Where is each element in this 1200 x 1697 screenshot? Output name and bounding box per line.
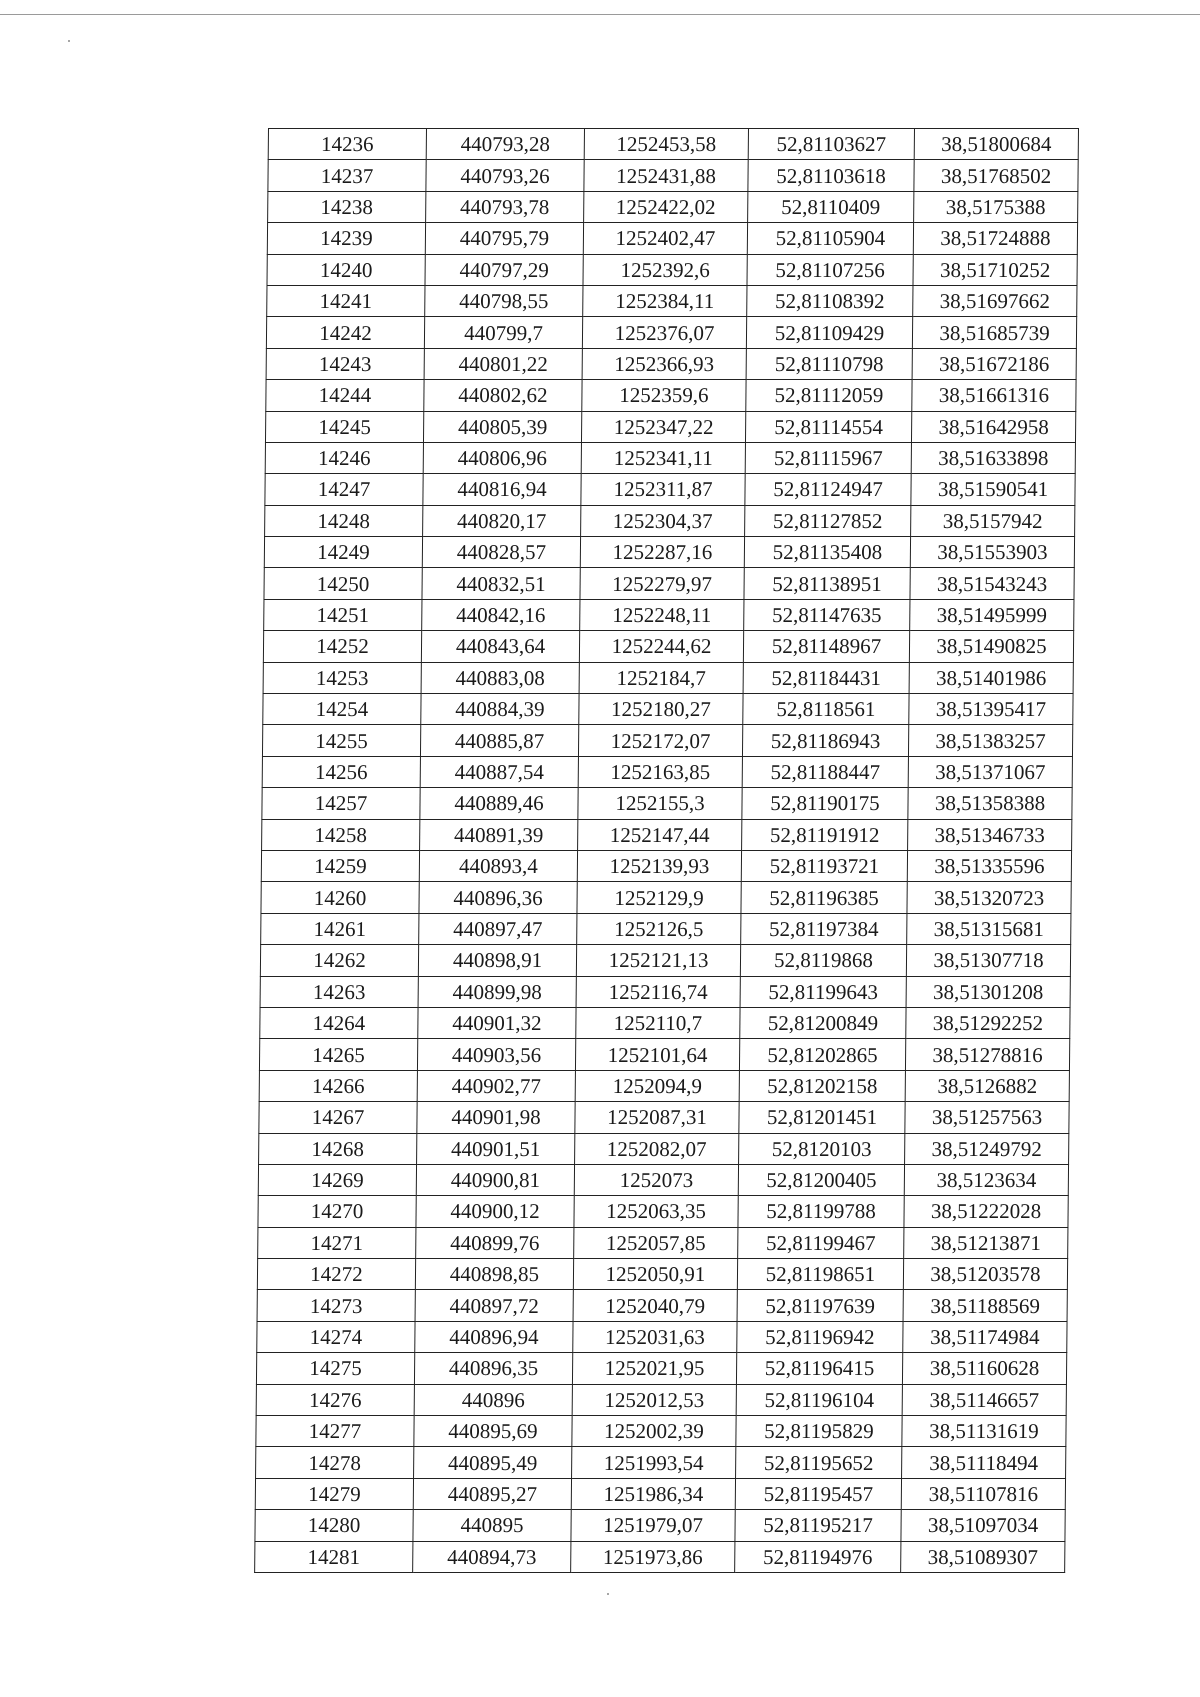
point-number-cell: 14266 [259, 1070, 417, 1101]
table-row [268, 129, 1078, 160]
point-number-cell: 14247 [265, 474, 423, 505]
x-coordinate-cell: 440887,54 [420, 756, 578, 787]
y-coordinate-cell: 1252359,6 [582, 380, 746, 411]
longitude-cell: 38,51315681 [907, 913, 1071, 944]
table-row [257, 1321, 1067, 1352]
table-row [263, 662, 1073, 693]
latitude-cell: 52,81193721 [741, 850, 907, 881]
y-coordinate-cell: 1252366,93 [582, 348, 746, 379]
x-coordinate-cell: 440795,79 [425, 223, 583, 254]
longitude-cell: 38,51174984 [903, 1321, 1067, 1352]
point-number-cell: 14255 [262, 725, 420, 756]
latitude-cell: 52,81147635 [744, 599, 910, 630]
longitude-cell: 38,51203578 [903, 1259, 1067, 1290]
longitude-cell: 38,51590541 [911, 474, 1075, 505]
point-number-cell: 14251 [264, 599, 422, 630]
longitude-cell: 38,51160628 [902, 1353, 1066, 1384]
point-number-cell: 14243 [266, 348, 424, 379]
point-number-cell: 14258 [262, 819, 420, 850]
point-number-cell: 14236 [268, 129, 426, 160]
y-coordinate-cell: 1252431,88 [584, 160, 748, 191]
x-coordinate-cell: 440802,62 [424, 380, 582, 411]
y-coordinate-cell: 1252304,37 [581, 505, 745, 536]
x-coordinate-cell: 440895,27 [413, 1478, 571, 1509]
table-row [255, 1510, 1065, 1541]
longitude-cell: 38,51768502 [914, 160, 1078, 191]
y-coordinate-cell: 1252279,97 [580, 568, 744, 599]
latitude-cell: 52,81197384 [741, 913, 907, 944]
table-row [256, 1416, 1066, 1447]
x-coordinate-cell: 440900,81 [416, 1164, 574, 1195]
x-coordinate-cell: 440883,08 [421, 662, 579, 693]
longitude-cell: 38,51543243 [910, 568, 1074, 599]
latitude-cell: 52,81196385 [741, 882, 907, 913]
longitude-cell: 38,51107816 [901, 1478, 1065, 1509]
point-number-cell: 14240 [267, 254, 425, 285]
point-number-cell: 14264 [260, 1007, 418, 1038]
longitude-cell: 38,51495999 [910, 599, 1074, 630]
table-row [262, 725, 1072, 756]
table-row [255, 1478, 1065, 1509]
latitude-cell: 52,81109429 [746, 317, 912, 348]
x-coordinate-cell: 440898,85 [415, 1259, 573, 1290]
y-coordinate-cell: 1252376,07 [582, 317, 746, 348]
coordinate-table [254, 128, 1079, 1573]
longitude-cell: 38,51131619 [902, 1416, 1066, 1447]
point-number-cell: 14246 [265, 442, 423, 473]
y-coordinate-cell: 1252422,02 [584, 191, 748, 222]
longitude-cell: 38,51213871 [904, 1227, 1068, 1258]
latitude-cell: 52,81112059 [746, 380, 912, 411]
longitude-cell: 38,51724888 [913, 223, 1077, 254]
y-coordinate-cell: 1251979,07 [571, 1510, 735, 1541]
longitude-cell: 38,51490825 [909, 631, 1073, 662]
scan-speck [68, 40, 70, 42]
longitude-cell: 38,51278816 [905, 1039, 1069, 1070]
longitude-cell: 38,51089307 [901, 1541, 1065, 1572]
y-coordinate-cell: 1252180,27 [579, 694, 743, 725]
table-row [264, 599, 1074, 630]
y-coordinate-cell: 1252155,3 [578, 788, 742, 819]
table-row [259, 1133, 1069, 1164]
x-coordinate-cell: 440896,36 [419, 882, 577, 913]
x-coordinate-cell: 440806,96 [423, 442, 581, 473]
point-number-cell: 14238 [268, 191, 426, 222]
y-coordinate-cell: 1252172,07 [578, 725, 742, 756]
latitude-cell: 52,81127852 [745, 505, 911, 536]
point-number-cell: 14259 [261, 850, 419, 881]
longitude-cell: 38,51346733 [908, 819, 1072, 850]
y-coordinate-cell: 1252101,64 [575, 1039, 739, 1070]
y-coordinate-cell: 1252147,44 [578, 819, 742, 850]
y-coordinate-cell: 1252021,95 [572, 1353, 736, 1384]
longitude-cell: 38,51301208 [906, 976, 1070, 1007]
longitude-cell: 38,51146657 [902, 1384, 1066, 1415]
longitude-cell: 38,51358388 [908, 788, 1072, 819]
longitude-cell: 38,51661316 [912, 380, 1076, 411]
x-coordinate-cell: 440891,39 [420, 819, 578, 850]
latitude-cell: 52,8118561 [743, 694, 909, 725]
y-coordinate-cell: 1252040,79 [573, 1290, 737, 1321]
point-number-cell: 14280 [255, 1510, 413, 1541]
scan-top-edge-line [0, 14, 1200, 15]
point-number-cell: 14242 [266, 317, 424, 348]
latitude-cell: 52,81184431 [743, 662, 909, 693]
latitude-cell: 52,81115967 [745, 442, 911, 473]
y-coordinate-cell: 1252050,91 [573, 1259, 737, 1290]
table-row [255, 1541, 1065, 1572]
latitude-cell: 52,81135408 [744, 537, 910, 568]
longitude-cell: 38,5126882 [905, 1070, 1069, 1101]
table-row [267, 285, 1077, 316]
longitude-cell: 38,5123634 [904, 1164, 1068, 1195]
table-row [267, 254, 1077, 285]
y-coordinate-cell: 1252073 [574, 1164, 738, 1195]
y-coordinate-cell: 1252002,39 [572, 1416, 736, 1447]
table-row [260, 1007, 1070, 1038]
scan-speck [607, 1593, 609, 1595]
table-row [261, 913, 1071, 944]
latitude-cell: 52,81108392 [747, 285, 913, 316]
latitude-cell: 52,81199788 [738, 1196, 904, 1227]
y-coordinate-cell: 1252392,6 [583, 254, 747, 285]
longitude-cell: 38,51097034 [901, 1510, 1065, 1541]
x-coordinate-cell: 440901,32 [418, 1007, 576, 1038]
latitude-cell: 52,81199467 [738, 1227, 904, 1258]
latitude-cell: 52,81138951 [744, 568, 910, 599]
table-row [263, 631, 1073, 662]
longitude-cell: 38,51118494 [902, 1447, 1066, 1478]
point-number-cell: 14268 [259, 1133, 417, 1164]
x-coordinate-cell: 440895 [413, 1510, 571, 1541]
longitude-cell: 38,51320723 [907, 882, 1071, 913]
latitude-cell: 52,81201451 [739, 1102, 905, 1133]
point-number-cell: 14271 [258, 1227, 416, 1258]
coordinate-table-sheet [254, 128, 1078, 1573]
table-row [261, 850, 1071, 881]
table-row [257, 1290, 1067, 1321]
y-coordinate-cell: 1252184,7 [579, 662, 743, 693]
table-row [259, 1102, 1069, 1133]
x-coordinate-cell: 440897,72 [415, 1290, 573, 1321]
table-row [265, 442, 1075, 473]
point-number-cell: 14262 [260, 945, 418, 976]
latitude-cell: 52,8119868 [740, 945, 906, 976]
point-number-cell: 14241 [267, 285, 425, 316]
longitude-cell: 38,51371067 [908, 756, 1072, 787]
x-coordinate-cell: 440820,17 [423, 505, 581, 536]
longitude-cell: 38,51335596 [907, 850, 1071, 881]
x-coordinate-cell: 440889,46 [420, 788, 578, 819]
point-number-cell: 14260 [261, 882, 419, 913]
latitude-cell: 52,81105904 [747, 223, 913, 254]
longitude-cell: 38,51401986 [909, 662, 1073, 693]
table-row [266, 348, 1076, 379]
longitude-cell: 38,51307718 [906, 945, 1070, 976]
x-coordinate-cell: 440793,26 [426, 160, 584, 191]
x-coordinate-cell: 440897,47 [419, 913, 577, 944]
y-coordinate-cell: 1252063,35 [574, 1196, 738, 1227]
latitude-cell: 52,81195217 [735, 1510, 901, 1541]
latitude-cell: 52,81195829 [736, 1416, 902, 1447]
y-coordinate-cell: 1252341,11 [581, 442, 745, 473]
x-coordinate-cell: 440885,87 [420, 725, 578, 756]
x-coordinate-cell: 440793,78 [426, 191, 584, 222]
longitude-cell: 38,51553903 [910, 537, 1074, 568]
longitude-cell: 38,51249792 [905, 1133, 1069, 1164]
latitude-cell: 52,81103618 [748, 160, 914, 191]
longitude-cell: 38,51383257 [908, 725, 1072, 756]
y-coordinate-cell: 1252129,9 [577, 882, 741, 913]
table-row [259, 1039, 1069, 1070]
point-number-cell: 14249 [264, 537, 422, 568]
latitude-cell: 52,8120103 [739, 1133, 905, 1164]
y-coordinate-cell: 1252126,5 [577, 913, 741, 944]
longitude-cell: 38,51672186 [912, 348, 1076, 379]
y-coordinate-cell: 1252031,63 [573, 1321, 737, 1352]
point-number-cell: 14263 [260, 976, 418, 1007]
table-row [257, 1259, 1067, 1290]
x-coordinate-cell: 440805,39 [423, 411, 581, 442]
y-coordinate-cell: 1252287,16 [580, 537, 744, 568]
latitude-cell: 52,81200849 [740, 1007, 906, 1038]
point-number-cell: 14244 [266, 380, 424, 411]
table-row [267, 223, 1077, 254]
table-row [265, 505, 1075, 536]
table-row [260, 945, 1070, 976]
point-number-cell: 14275 [256, 1353, 414, 1384]
longitude-cell: 38,51800684 [914, 129, 1078, 160]
point-number-cell: 14248 [265, 505, 423, 536]
longitude-cell: 38,51395417 [909, 694, 1073, 725]
latitude-cell: 52,81199643 [740, 976, 906, 1007]
point-number-cell: 14257 [262, 788, 420, 819]
table-row [256, 1384, 1066, 1415]
table-row [262, 756, 1072, 787]
table-row [266, 317, 1076, 348]
y-coordinate-cell: 1252087,31 [575, 1102, 739, 1133]
point-number-cell: 14253 [263, 662, 421, 693]
y-coordinate-cell: 1252244,62 [579, 631, 743, 662]
latitude-cell: 52,81196104 [736, 1384, 902, 1415]
y-coordinate-cell: 1252121,13 [576, 945, 740, 976]
latitude-cell: 52,81194976 [735, 1541, 901, 1572]
x-coordinate-cell: 440896 [414, 1384, 572, 1415]
x-coordinate-cell: 440901,51 [417, 1133, 575, 1164]
y-coordinate-cell: 1252311,87 [581, 474, 745, 505]
table-row [260, 976, 1070, 1007]
point-number-cell: 14252 [263, 631, 421, 662]
y-coordinate-cell: 1252248,11 [580, 599, 744, 630]
x-coordinate-cell: 440893,4 [419, 850, 577, 881]
x-coordinate-cell: 440793,28 [426, 129, 584, 160]
point-number-cell: 14274 [257, 1321, 415, 1352]
y-coordinate-cell: 1252347,22 [581, 411, 745, 442]
table-row [256, 1447, 1066, 1478]
y-coordinate-cell: 1252384,11 [583, 285, 747, 316]
x-coordinate-cell: 440799,7 [424, 317, 582, 348]
table-row [258, 1196, 1068, 1227]
point-number-cell: 14254 [263, 694, 421, 725]
latitude-cell: 52,81110798 [746, 348, 912, 379]
table-row [264, 568, 1074, 599]
x-coordinate-cell: 440901,98 [417, 1102, 575, 1133]
table-row [261, 882, 1071, 913]
table-row [263, 694, 1073, 725]
table-row [258, 1227, 1068, 1258]
table-row [265, 411, 1075, 442]
point-number-cell: 14273 [257, 1290, 415, 1321]
longitude-cell: 38,51188569 [903, 1290, 1067, 1321]
point-number-cell: 14261 [261, 913, 419, 944]
x-coordinate-cell: 440903,56 [417, 1039, 575, 1070]
point-number-cell: 14237 [268, 160, 426, 191]
latitude-cell: 52,81198651 [737, 1259, 903, 1290]
x-coordinate-cell: 440895,69 [414, 1416, 572, 1447]
y-coordinate-cell: 1252453,58 [584, 129, 748, 160]
latitude-cell: 52,81196415 [736, 1353, 902, 1384]
latitude-cell: 52,81186943 [742, 725, 908, 756]
latitude-cell: 52,81202158 [739, 1070, 905, 1101]
table-row [265, 474, 1075, 505]
latitude-cell: 52,81202865 [739, 1039, 905, 1070]
y-coordinate-cell: 1252094,9 [575, 1070, 739, 1101]
longitude-cell: 38,51633898 [911, 442, 1075, 473]
longitude-cell: 38,51257563 [905, 1102, 1069, 1133]
y-coordinate-cell: 1252163,85 [578, 756, 742, 787]
table-row [264, 537, 1074, 568]
x-coordinate-cell: 440832,51 [422, 568, 580, 599]
longitude-cell: 38,5175388 [914, 191, 1078, 222]
y-coordinate-cell: 1251986,34 [571, 1478, 735, 1509]
longitude-cell: 38,51222028 [904, 1196, 1068, 1227]
table-row [262, 819, 1072, 850]
longitude-cell: 38,51697662 [913, 285, 1077, 316]
point-number-cell: 14256 [262, 756, 420, 787]
latitude-cell: 52,81195457 [735, 1478, 901, 1509]
latitude-cell: 52,81197639 [737, 1290, 903, 1321]
latitude-cell: 52,81103627 [748, 129, 914, 160]
point-number-cell: 14270 [258, 1196, 416, 1227]
x-coordinate-cell: 440898,91 [418, 945, 576, 976]
latitude-cell: 52,81107256 [747, 254, 913, 285]
latitude-cell: 52,81188447 [742, 756, 908, 787]
longitude-cell: 38,51292252 [906, 1007, 1070, 1038]
y-coordinate-cell: 1252116,74 [576, 976, 740, 1007]
latitude-cell: 52,81148967 [743, 631, 909, 662]
x-coordinate-cell: 440895,49 [414, 1447, 572, 1478]
latitude-cell: 52,81190175 [742, 788, 908, 819]
x-coordinate-cell: 440828,57 [422, 537, 580, 568]
longitude-cell: 38,5157942 [911, 505, 1075, 536]
coordinate-table-body [255, 129, 1079, 1573]
x-coordinate-cell: 440896,35 [414, 1353, 572, 1384]
point-number-cell: 14272 [257, 1259, 415, 1290]
x-coordinate-cell: 440899,76 [416, 1227, 574, 1258]
table-row [268, 191, 1078, 222]
table-row [262, 788, 1072, 819]
point-number-cell: 14279 [255, 1478, 413, 1509]
point-number-cell: 14245 [265, 411, 423, 442]
table-row [259, 1070, 1069, 1101]
x-coordinate-cell: 440899,98 [418, 976, 576, 1007]
x-coordinate-cell: 440884,39 [421, 694, 579, 725]
point-number-cell: 14276 [256, 1384, 414, 1415]
y-coordinate-cell: 1252139,93 [577, 850, 741, 881]
y-coordinate-cell: 1252057,85 [574, 1227, 738, 1258]
longitude-cell: 38,51685739 [912, 317, 1076, 348]
x-coordinate-cell: 440900,12 [416, 1196, 574, 1227]
y-coordinate-cell: 1252110,7 [576, 1007, 740, 1038]
x-coordinate-cell: 440801,22 [424, 348, 582, 379]
point-number-cell: 14269 [258, 1164, 416, 1195]
x-coordinate-cell: 440843,64 [421, 631, 579, 662]
x-coordinate-cell: 440902,77 [417, 1070, 575, 1101]
latitude-cell: 52,81114554 [745, 411, 911, 442]
latitude-cell: 52,8110409 [748, 191, 914, 222]
latitude-cell: 52,81200405 [738, 1164, 904, 1195]
x-coordinate-cell: 440896,94 [415, 1321, 573, 1352]
point-number-cell: 14267 [259, 1102, 417, 1133]
latitude-cell: 52,81195652 [736, 1447, 902, 1478]
longitude-cell: 38,51710252 [913, 254, 1077, 285]
y-coordinate-cell: 1252082,07 [575, 1133, 739, 1164]
x-coordinate-cell: 440894,73 [413, 1541, 571, 1572]
y-coordinate-cell: 1251973,86 [571, 1541, 735, 1572]
table-row [266, 380, 1076, 411]
latitude-cell: 52,81124947 [745, 474, 911, 505]
table-row [268, 160, 1078, 191]
y-coordinate-cell: 1251993,54 [572, 1447, 736, 1478]
x-coordinate-cell: 440816,94 [423, 474, 581, 505]
latitude-cell: 52,81191912 [742, 819, 908, 850]
point-number-cell: 14277 [256, 1416, 414, 1447]
y-coordinate-cell: 1252402,47 [583, 223, 747, 254]
point-number-cell: 14265 [259, 1039, 417, 1070]
x-coordinate-cell: 440842,16 [422, 599, 580, 630]
y-coordinate-cell: 1252012,53 [572, 1384, 736, 1415]
longitude-cell: 38,51642958 [911, 411, 1075, 442]
point-number-cell: 14239 [267, 223, 425, 254]
table-row [256, 1353, 1066, 1384]
point-number-cell: 14250 [264, 568, 422, 599]
x-coordinate-cell: 440797,29 [425, 254, 583, 285]
x-coordinate-cell: 440798,55 [425, 285, 583, 316]
point-number-cell: 14278 [256, 1447, 414, 1478]
point-number-cell: 14281 [255, 1541, 413, 1572]
latitude-cell: 52,81196942 [737, 1321, 903, 1352]
table-row [258, 1164, 1068, 1195]
